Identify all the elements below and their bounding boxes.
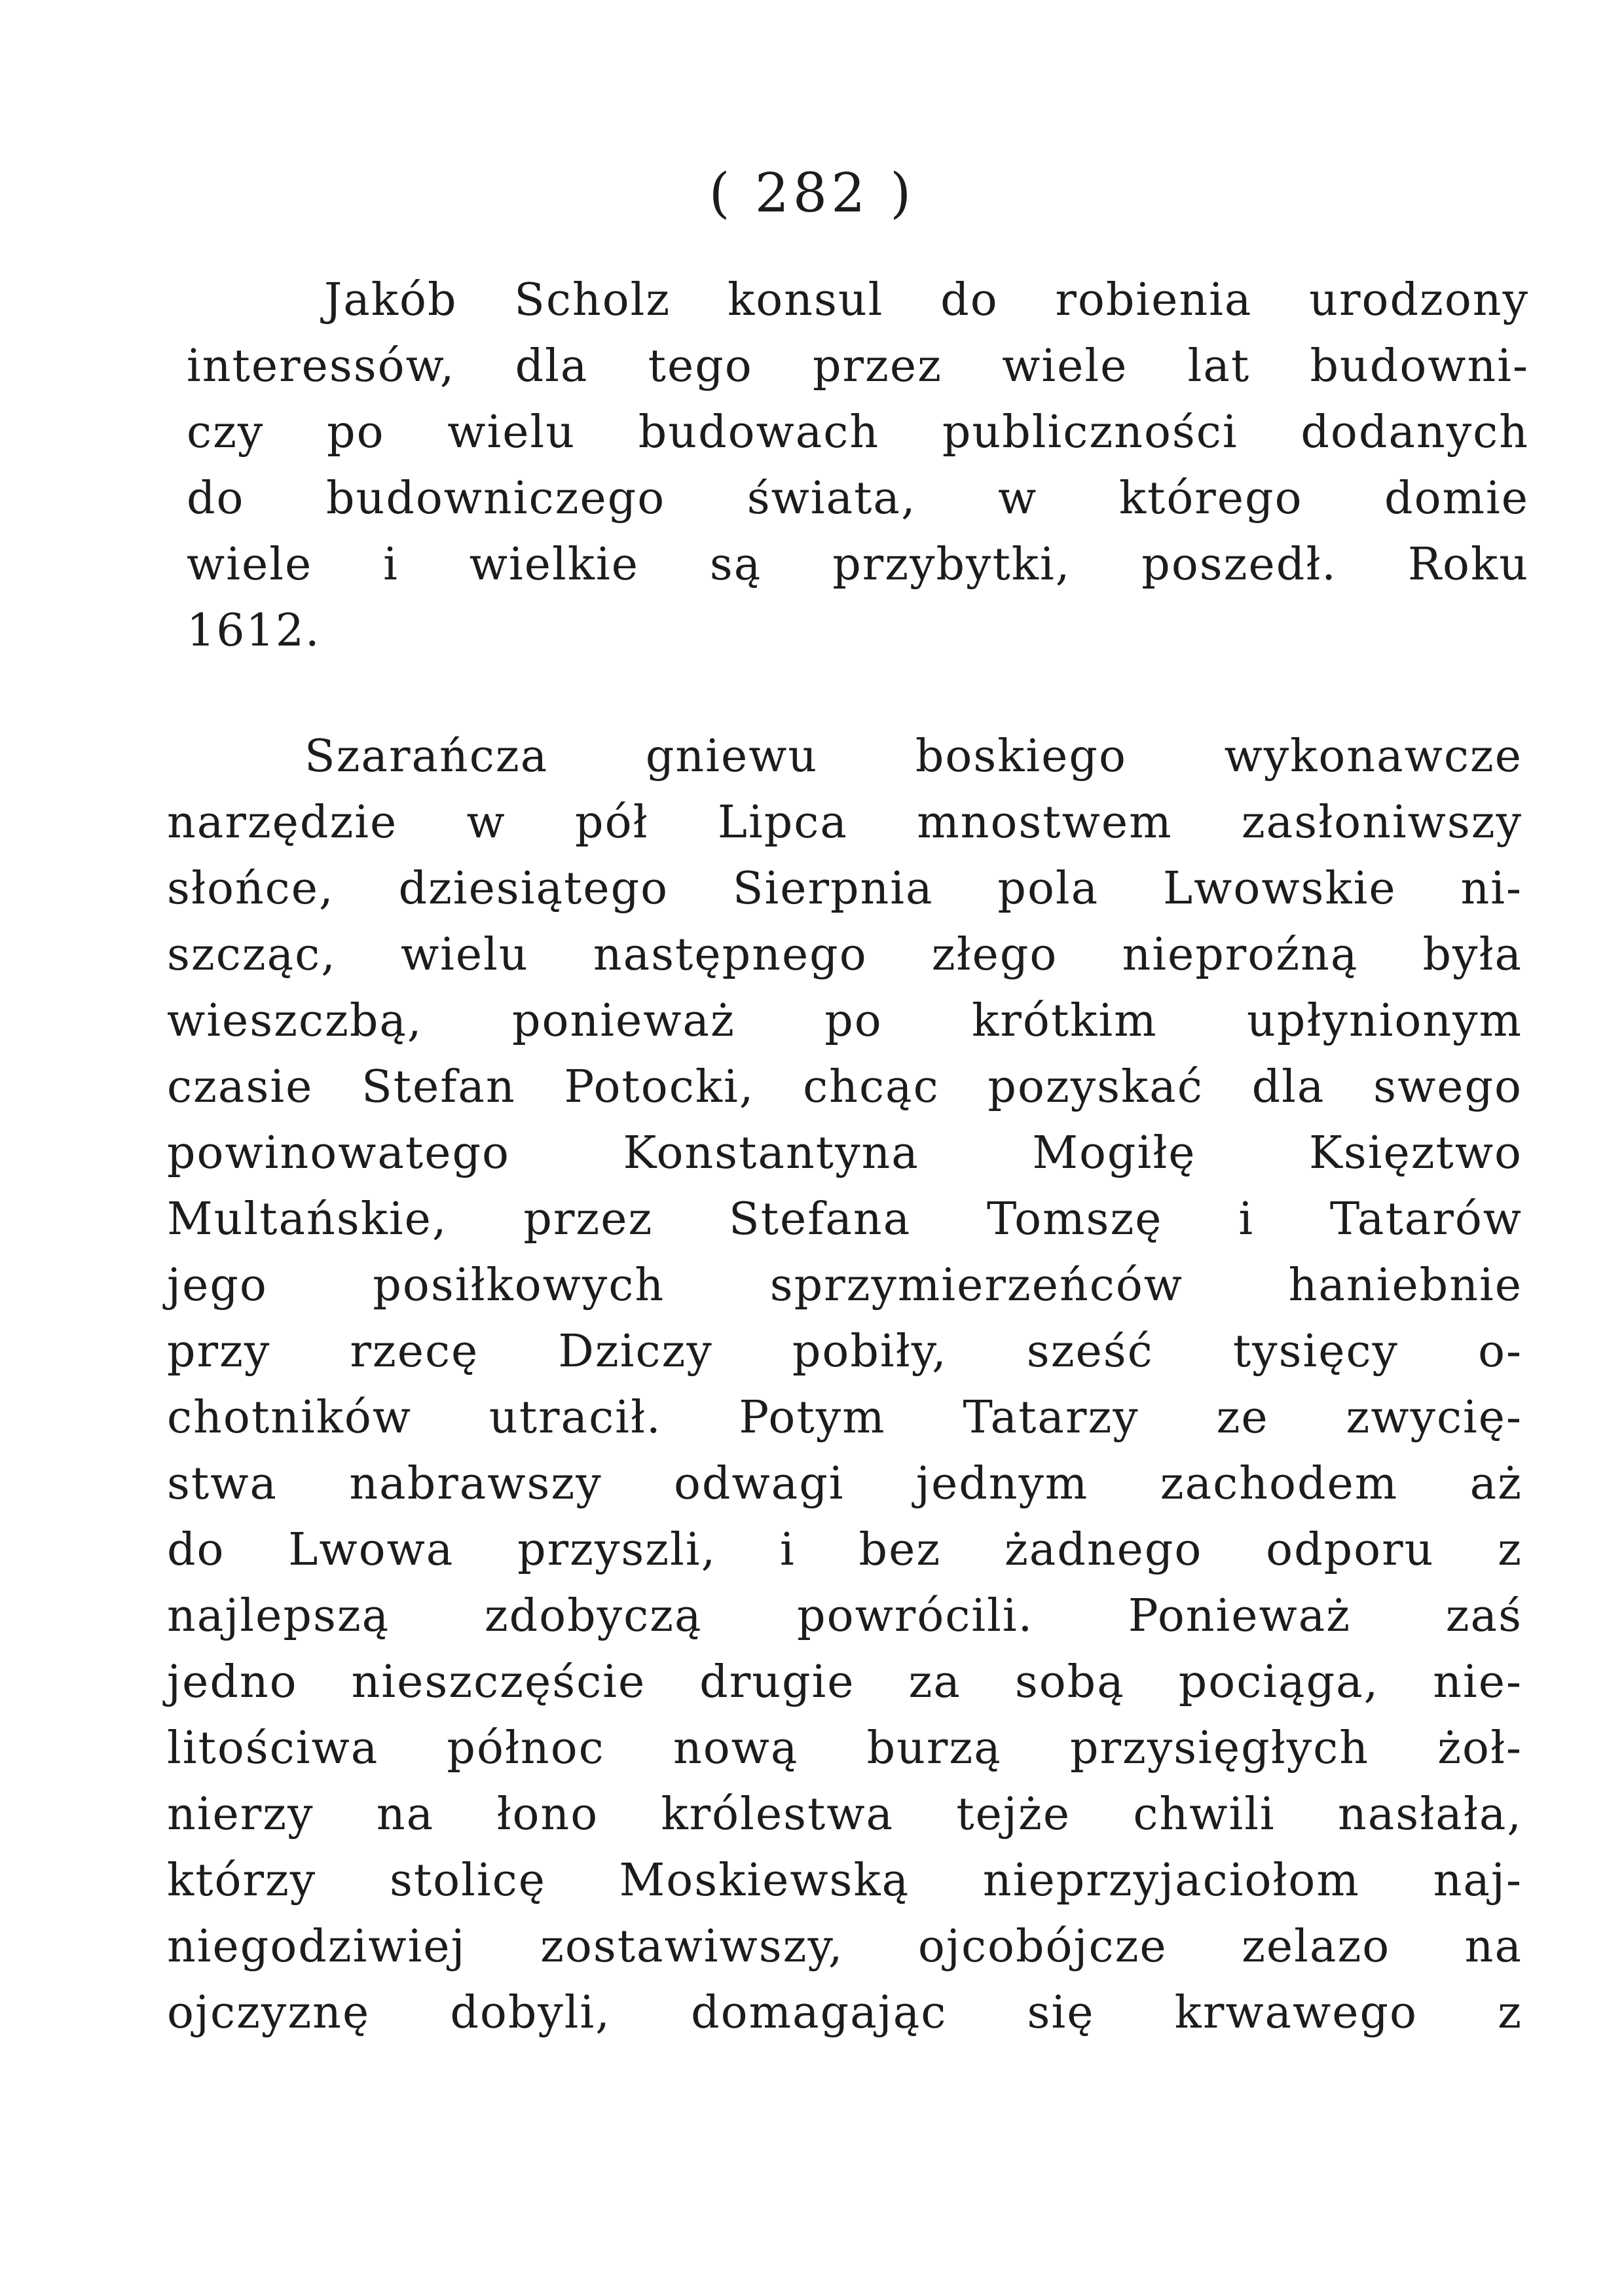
text-line: stwa nabrawszy odwagi jednym zachodem aż <box>167 1458 1522 1510</box>
text-line: jedno nieszczęście drugie za sobą pociąga, nie- <box>167 1656 1522 1708</box>
text-line: wiele i wielkie są przybytki, poszedł. Roku <box>187 539 1529 591</box>
text-line: wieszczbą, ponieważ po krótkim upłynionym <box>167 995 1522 1047</box>
text-line: Szarańcza gniewu boskiego wykonawcze <box>304 731 1522 782</box>
text-line: Multańskie, przez Stefana Tomszę i Tatarów <box>167 1194 1522 1245</box>
paragraph-szarancza <box>167 723 1522 2046</box>
page-number: ( 282 ) <box>709 162 915 225</box>
text-line: czasie Stefan Potocki, chcąc pozyskać dla swego <box>167 1061 1522 1113</box>
text-line: do budowniczego świata, w którego domie <box>187 473 1529 524</box>
text-line: chotników utracił. Potym Tatarzy ze zwycię- <box>167 1392 1522 1444</box>
text-line: niegodziwiej zostawiwszy, ojcobójcze zelazo na <box>167 1921 1522 1973</box>
text-line: Jakób Scholz konsul do robienia urodzony <box>324 274 1529 326</box>
text-line: szcząc, wielu następnego złego nieproźną była <box>167 929 1522 981</box>
text-line: ojczyznę dobyli, domagając się krwawego z <box>167 1987 1522 2039</box>
text-line: do Lwowa przyszli, i bez żadnego odporu z <box>167 1524 1522 1576</box>
text-line: słońce, dziesiątego Sierpnia pola Lwowskie ni- <box>167 863 1522 915</box>
text-line: którzy stolicę Moskiewską nieprzyjaciołom naj- <box>167 1855 1522 1906</box>
text-line: narzędzie w pół Lipca mnostwem zasłoniwszy <box>167 797 1522 848</box>
text-line: nierzy na łono królestwa tejże chwili nasłała, <box>167 1789 1522 1840</box>
paragraph-scholz <box>187 267 1529 664</box>
text-line: czy po wielu budowach publiczności dodanych <box>187 407 1529 458</box>
text-line: 1612. <box>187 605 321 657</box>
text-line: jego posiłkowych sprzymierzeńców haniebnie <box>167 1260 1522 1311</box>
text-line: przy rzecę Dziczy pobiły, sześć tysięcy o- <box>167 1326 1522 1377</box>
text-line: litościwa północ nową burzą przysięgłych żoł- <box>167 1722 1522 1774</box>
text-line: najlepszą zdobyczą powrócili. Ponieważ zaś <box>167 1590 1522 1642</box>
text-line: interessów, dla tego przez wiele lat budowni- <box>187 340 1529 392</box>
text-line: powinowatego Konstantyna Mogiłę Księztwo <box>167 1127 1522 1179</box>
